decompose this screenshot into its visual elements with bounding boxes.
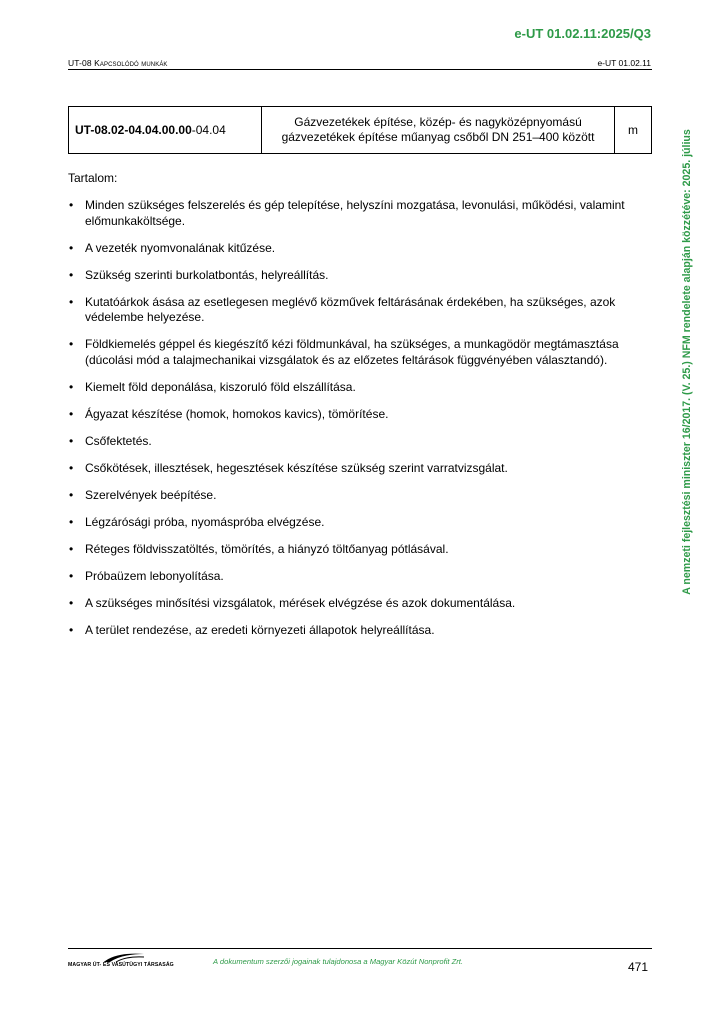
item-unit-cell: m	[615, 107, 652, 154]
item-code-suffix: -04.04	[191, 123, 226, 137]
publisher-logo	[66, 949, 174, 973]
list-item: • A terület rendezése, az eredeti környezeti állapotok helyreállítása.	[68, 623, 648, 639]
list-item: • Kutatóárkok ásása az esetlegesen meglévő közművek feltárásának érdekében, ha szükséges, azok védelembe helyezése.	[68, 295, 648, 326]
list-item: • Réteges földvisszatöltés, tömörítés, a hiányzó töltőanyag pótlásával.	[68, 542, 648, 558]
list-item: • Szerelvények beépítése.	[68, 488, 648, 504]
list-item: • Minden szükséges felszerelés és gép telepítése, helyszíni mozgatása, levonulási, működési, valamint előmunkaköltsége.	[68, 198, 648, 229]
content-heading: Tartalom:	[68, 171, 118, 185]
section-title	[68, 58, 168, 68]
header-divider	[68, 69, 652, 70]
list-item: • Próbaüzem lebonyolítása.	[68, 569, 648, 585]
list-item: • Csőkötések, illesztések, hegesztések készítése szükség szerint varratvizsgálat.	[68, 461, 648, 477]
page-number: 471	[628, 960, 649, 974]
item-description-line-2: gázvezetékek építése műanyag csőből DN 251–400 között	[281, 130, 595, 144]
item-table	[68, 106, 652, 154]
list-item: • Légzárósági próba, nyomáspróba elvégzése.	[68, 515, 648, 531]
list-item: • Ágyazat készítése (homok, homokos kavics), tömörítése.	[68, 407, 648, 423]
publication-note-text: A nemzeti fejlesztési miniszter 16/2017. (V. 25.) NFM rendelete alapján közzétéve: 2025. július	[681, 129, 693, 595]
item-description-line-1: Gázvezetékek építése, közép- és nagyközépnyomású	[294, 115, 582, 129]
list-item: • Kiemelt föld deponálása, kiszoruló föld elszállítása.	[68, 380, 648, 396]
logo-text: MAGYAR ÚT- ÉS VASÚTÜGYI TÁRSASÁG	[68, 962, 174, 968]
copyright-notice: A dokumentum szerzői jogainak tulajdonosa a Magyar Közút Nonprofit Zrt.	[213, 957, 464, 966]
section-title-text: UT-08 Kapcsolódó munkák	[68, 58, 168, 68]
item-code-main: UT-08.02-04.04.00.00	[75, 123, 192, 137]
list-item: • A vezeték nyomvonalának kitűzése.	[68, 241, 648, 257]
list-item: • Szükség szerinti burkolatbontás, helyreállítás.	[68, 268, 648, 284]
list-item: • Csőfektetés.	[68, 434, 648, 450]
document-code: e-UT 01.02.11:2025/Q3	[514, 26, 651, 41]
list-item: • A szükséges minősítési vizsgálatok, mérések elvégzése és azok dokumentálása.	[68, 596, 648, 612]
publication-note	[677, 96, 697, 628]
header-short-code: e-UT 01.02.11	[597, 58, 651, 68]
item-description-cell	[262, 107, 615, 154]
content-list	[68, 198, 648, 650]
item-code-cell	[69, 107, 262, 154]
list-item: • Földkiemelés géppel és kiegészítő kézi földmunkával, ha szükséges, a munkagödör megtámasztása (dúcolási mód a talajmechanikai vizsgálatok és az előzetes feltárások függvényében választandó).	[68, 337, 648, 368]
item-row	[69, 107, 652, 154]
